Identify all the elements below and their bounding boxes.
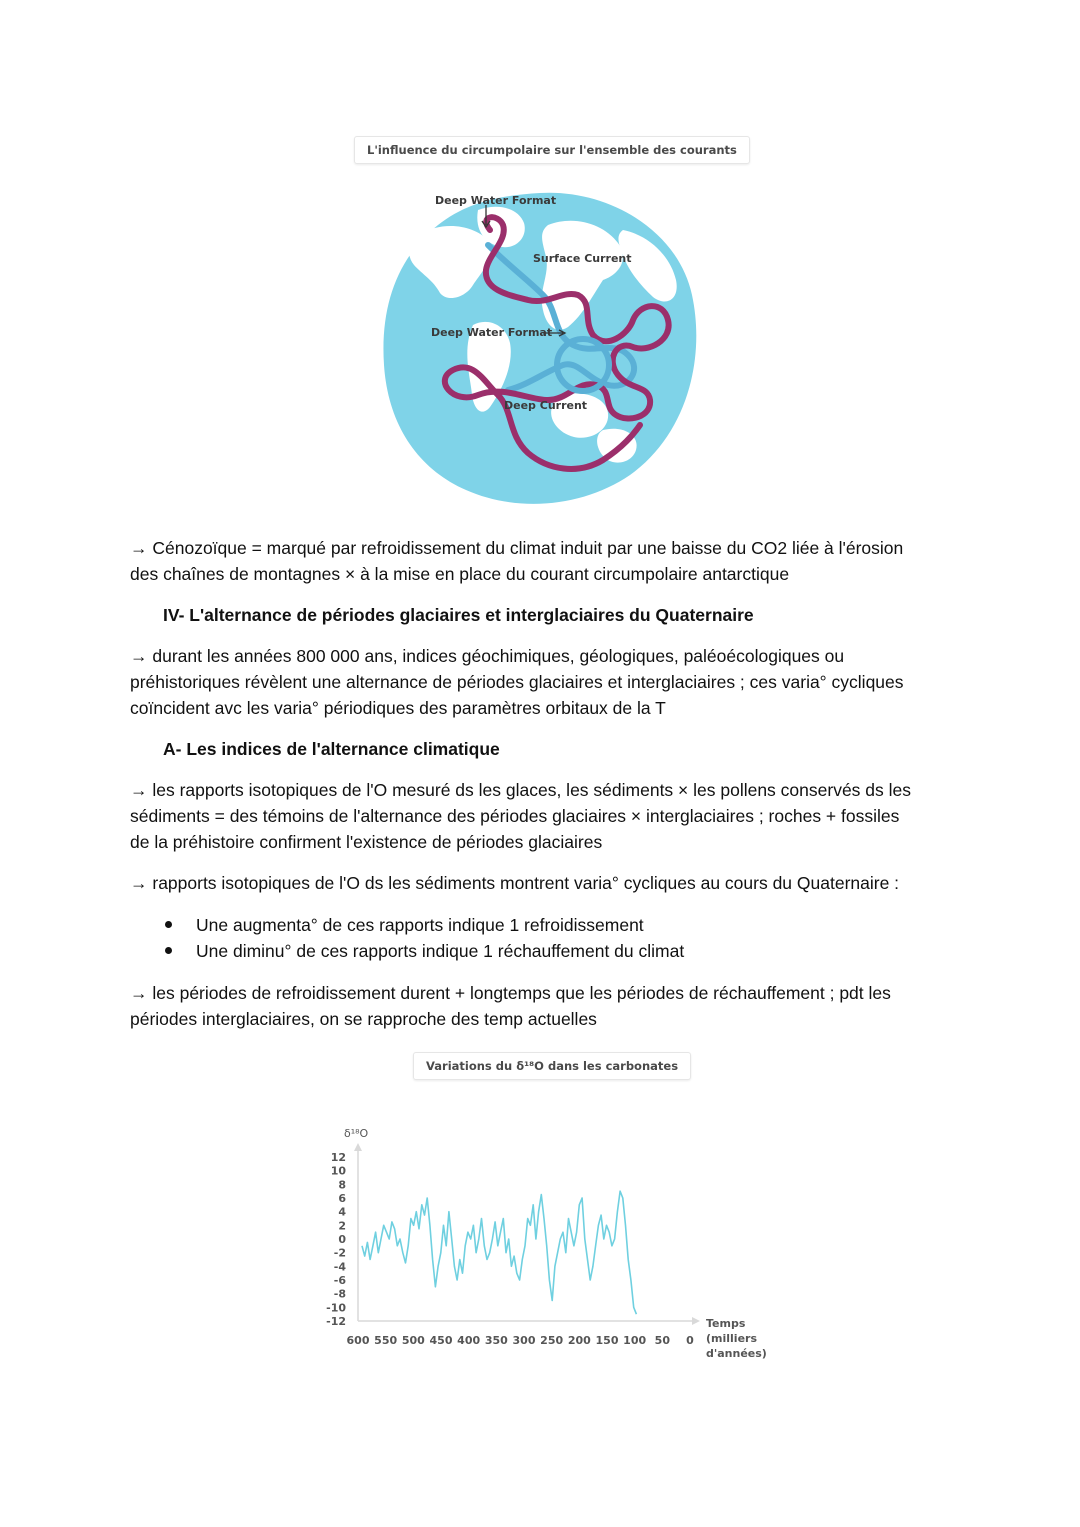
x-axis-label-line3: d'années) — [706, 1347, 767, 1360]
x-axis-ticks — [347, 1334, 695, 1347]
paragraph-line: préhistoriques révèlent une alternance de périodes glaciaires et interglaciaires ; ces varia° cycliques — [130, 672, 904, 692]
label-surface-current: Surface Current — [533, 252, 632, 265]
x-tick-label: 350 — [484, 1334, 508, 1347]
x-tick-label: 0 — [686, 1334, 694, 1347]
x-tick-label: 250 — [540, 1334, 564, 1347]
paragraph-cenozoique — [130, 535, 950, 587]
x-axis-label-line1: Temps — [706, 1317, 746, 1330]
y-tick-label: 4 — [338, 1205, 346, 1219]
label-deep-water-format-mid: Deep Water Format — [431, 326, 553, 339]
paragraph-line: → les périodes de refroidissement durent + longtemps que les périodes de réchauffement ; pdt les — [130, 983, 891, 1003]
x-tick-label: 300 — [512, 1334, 536, 1347]
paragraph-line: des chaînes de montagnes × à la mise en place du courant circumpolaire antarctique — [130, 564, 790, 584]
paragraph-line: → Cénozoïque = marqué par refroidissement du climat induit par une baisse du CO2 liée à l'érosion — [130, 538, 904, 558]
chart-caption: Variations du δ¹⁸O dans les carbonates — [413, 1052, 691, 1080]
bullet-item — [165, 912, 644, 938]
y-tick-label: 0 — [338, 1233, 346, 1246]
section-iv-heading: IV- L'alternance de périodes glaciaires et interglaciaires du Quaternaire — [163, 605, 754, 625]
x-tick-label: 150 — [595, 1334, 619, 1347]
x-axis-label-line2: (milliers — [706, 1332, 758, 1345]
bullet-text: Une augmenta° de ces rapports indique 1 refroidissement — [196, 915, 644, 935]
bullet-item — [165, 938, 684, 964]
y-tick-label: -2 — [333, 1246, 346, 1260]
paragraph-line: → rapports isotopiques de l'O ds les sédiments montrent varia° cycliques au cours du Quaternaire : — [130, 873, 900, 893]
section-a-heading: A- Les indices de l'alternance climatique — [163, 739, 500, 759]
x-tick-label: 450 — [429, 1334, 453, 1347]
y-tick-label: -10 — [326, 1301, 346, 1315]
y-tick-label: -12 — [326, 1315, 346, 1328]
paragraph-line: périodes interglaciaires, on se rapproche des temp actuelles — [130, 1009, 597, 1029]
paragraph-line: coïncident avc les varia° périodiques des paramètres orbitaux de la T — [130, 698, 666, 718]
x-tick-label: 50 — [654, 1334, 670, 1347]
ocean-currents-globe — [378, 185, 703, 510]
paragraph-line: sédiments = des témoins de l'alternance des périodes glaciaires × interglaciaires ; roches + fossiles — [130, 806, 900, 826]
chart-svg — [310, 1115, 790, 1375]
y-tick-label: -6 — [333, 1274, 346, 1287]
globe-svg — [378, 185, 703, 510]
paragraph-periodes — [130, 980, 950, 1032]
x-tick-label: 600 — [346, 1334, 370, 1347]
figure1-caption: L'influence du circumpolaire sur l'ensemble des courants — [354, 136, 750, 164]
paragraph-line: → durant les années 800 000 ans, indices géochimiques, géologiques, paléoécologiques ou — [130, 646, 845, 666]
x-tick-label: 500 — [401, 1334, 425, 1347]
bullet-dot — [165, 947, 172, 954]
label-deep-current: Deep Current — [504, 399, 588, 412]
paragraph-line: de la préhistoire confirment l'existence de périodes glaciaires — [130, 832, 603, 852]
x-tick-label: 400 — [457, 1334, 481, 1347]
paragraph-800000 — [130, 643, 950, 721]
paragraph-isotopes — [130, 777, 950, 855]
y-tick-label: 10 — [330, 1164, 346, 1178]
bullet-text: Une diminu° de ces rapports indique 1 réchauffement du climat — [196, 941, 685, 961]
x-tick-label: 550 — [374, 1334, 398, 1347]
paragraph-line: → les rapports isotopiques de l'O mesuré ds les glaces, les sédiments × les pollens conservés ds les — [130, 780, 912, 800]
y-tick-label: -8 — [333, 1287, 346, 1301]
label-deep-water-format-top: Deep Water Format — [435, 194, 557, 207]
y-tick-label: 8 — [338, 1178, 346, 1192]
y-tick-label: -4 — [333, 1260, 346, 1274]
y-tick-label: 12 — [330, 1151, 346, 1164]
y-tick-label: 2 — [338, 1219, 346, 1233]
y-axis-ticks — [326, 1151, 346, 1328]
x-tick-label: 200 — [567, 1334, 591, 1347]
y-tick-label: 6 — [338, 1192, 346, 1205]
d18o-chart — [310, 1115, 790, 1375]
x-tick-label: 100 — [623, 1334, 647, 1347]
y-axis-arrow — [354, 1143, 362, 1151]
y-axis-label: δ¹⁸O — [344, 1127, 369, 1140]
series-line-d18o — [362, 1191, 636, 1314]
x-axis-arrow — [692, 1317, 700, 1325]
paragraph-rapports — [130, 870, 950, 896]
bullet-dot — [165, 921, 172, 928]
